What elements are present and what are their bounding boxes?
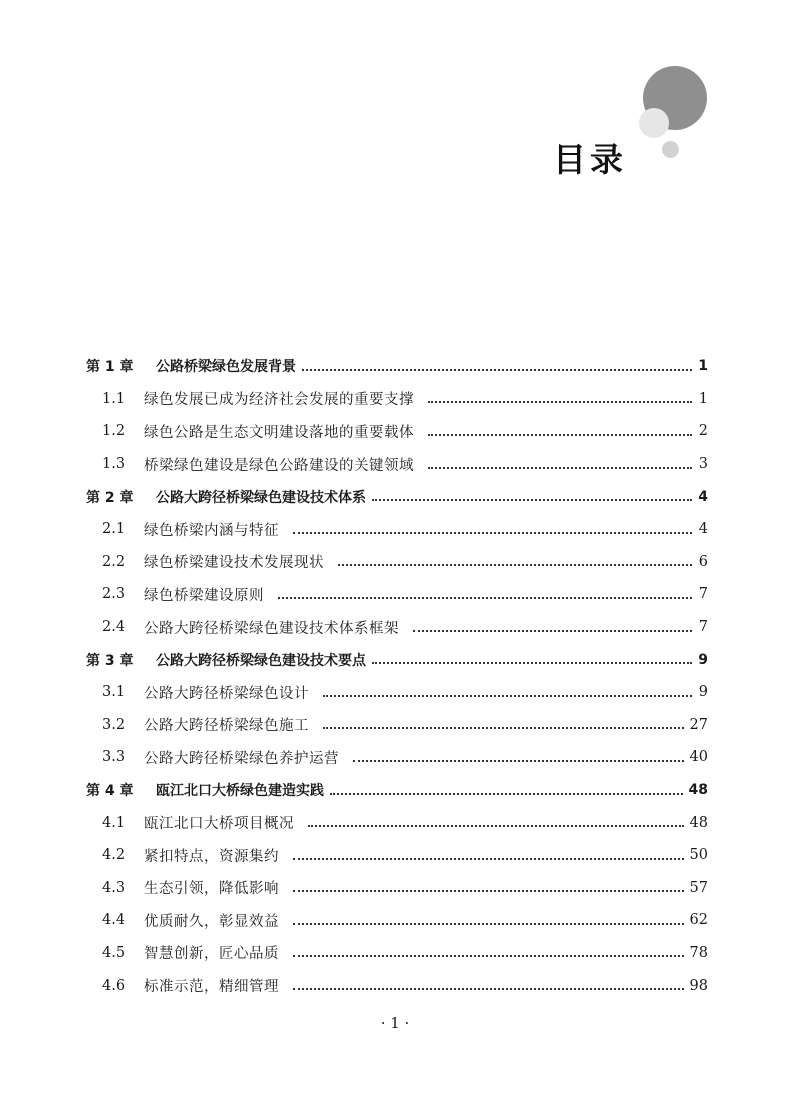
toc-section-entry[interactable] [86, 872, 708, 905]
toc-entry-title: 优质耐久，彰显效益 [144, 913, 279, 930]
page-number: · 1 · [380, 1014, 410, 1032]
toc-entry-number: 1.3 [102, 456, 126, 473]
dot-leader [293, 531, 692, 534]
toc-entry-page: 9 [698, 684, 708, 701]
toc-section-entry[interactable] [86, 448, 708, 481]
toc-entry-title: 绿色桥梁内涵与特征 [144, 522, 279, 539]
toc-entry-title: 公路大跨径桥梁绿色养护运营 [144, 750, 339, 767]
dot-leader [428, 466, 692, 469]
toc-entry-title: 瓯江北口大桥项目概况 [144, 816, 294, 833]
dot-leader [302, 368, 692, 371]
decorative-circle-medium [639, 108, 669, 138]
toc-entry-number: 2.4 [102, 619, 126, 636]
toc-entry-number: 第 2 章 [86, 489, 134, 506]
toc-entry-title: 公路桥梁绿色发展背景 [156, 359, 296, 376]
dot-leader [278, 596, 692, 599]
toc-entry-number: 1.1 [102, 390, 126, 407]
toc-entry-page: 4 [698, 488, 708, 505]
dot-leader [428, 400, 692, 403]
dot-leader [323, 726, 684, 729]
toc-entry-title: 绿色发展已成为经济社会发展的重要支撑 [144, 392, 414, 409]
toc-entry-page: 57 [689, 879, 708, 896]
toc-entry-number: 4.1 [102, 814, 126, 831]
toc-section-entry[interactable] [86, 741, 708, 774]
toc-entry-page: 48 [689, 814, 708, 831]
dot-leader [293, 857, 684, 860]
toc-entry-title: 公路大跨径桥梁绿色施工 [144, 718, 309, 735]
toc-entry-number: 4.5 [102, 944, 126, 961]
toc-entry-page: 2 [698, 423, 708, 440]
toc-section-entry[interactable] [86, 839, 708, 872]
dot-leader [330, 792, 683, 795]
dot-leader [308, 824, 684, 827]
toc-entry-number: 1.2 [102, 423, 126, 440]
toc-section-entry[interactable] [86, 546, 708, 579]
toc-entry-page: 9 [698, 651, 708, 668]
toc-entry-page: 27 [689, 716, 708, 733]
toc-entry-page: 62 [689, 912, 708, 929]
toc-entry-title: 瓯江北口大桥绿色建造实践 [156, 783, 324, 800]
toc-entry-number: 第 3 章 [86, 652, 134, 669]
toc-entry-page: 78 [689, 944, 708, 961]
toc-section-entry[interactable] [86, 806, 708, 839]
toc-entry-title: 绿色公路是生态文明建设落地的重要载体 [144, 424, 414, 441]
dot-leader [293, 954, 684, 957]
toc-entry-title: 智慧创新，匠心品质 [144, 946, 279, 963]
toc-entry-number: 4.3 [102, 879, 126, 896]
toc-entry-page: 1 [698, 390, 708, 407]
toc-entry-number: 3.2 [102, 716, 126, 733]
toc-section-entry[interactable] [86, 513, 708, 546]
dot-leader [293, 987, 684, 990]
toc-entry-title: 公路大跨径桥梁绿色建设技术体系 [156, 489, 366, 506]
toc-entry-page: 50 [689, 847, 708, 864]
toc-entry-number: 2.3 [102, 586, 126, 603]
toc-section-entry[interactable] [86, 937, 708, 970]
toc-entry-title: 绿色桥梁建设技术发展现状 [144, 555, 324, 572]
toc-entry-page: 1 [698, 358, 708, 375]
toc-chapter-entry[interactable] [86, 350, 708, 383]
toc-section-entry[interactable] [86, 383, 708, 416]
toc-entry-page: 40 [689, 749, 708, 766]
toc-entry-number: 4.6 [102, 977, 126, 994]
toc-entry-page: 48 [688, 782, 708, 799]
toc-entry-page: 6 [698, 553, 708, 570]
toc-entry-number: 第 1 章 [86, 359, 134, 376]
dot-leader [428, 433, 692, 436]
toc-entry-page: 3 [698, 456, 708, 473]
toc-entry-number: 3.1 [102, 684, 126, 701]
dot-leader [338, 563, 692, 566]
toc-section-entry[interactable] [86, 578, 708, 611]
toc-entry-title: 公路大跨径桥梁绿色建设技术要点 [156, 652, 366, 669]
page-title: 目录 [553, 140, 627, 179]
dot-leader [372, 661, 692, 664]
toc-section-entry[interactable] [86, 904, 708, 937]
toc-chapter-entry[interactable] [86, 774, 708, 807]
dot-leader [353, 759, 684, 762]
dot-leader [323, 694, 692, 697]
toc-entry-title: 紧扣特点，资源集约 [144, 848, 279, 865]
toc-entry-page: 7 [698, 619, 708, 636]
toc-entry-title: 公路大跨径桥梁绿色建设技术体系框架 [144, 620, 399, 637]
decorative-circle-small [662, 141, 679, 158]
toc-chapter-entry[interactable] [86, 480, 708, 513]
toc-entry-title: 公路大跨径桥梁绿色设计 [144, 685, 309, 702]
toc-entry-title: 绿色桥梁建设原则 [144, 587, 264, 604]
toc-entry-number: 3.3 [102, 749, 126, 766]
dot-leader [293, 922, 684, 925]
toc-section-entry[interactable] [86, 415, 708, 448]
toc-entry-title: 标准示范，精细管理 [144, 979, 279, 996]
dot-leader [413, 629, 692, 632]
toc-entry-number: 2.1 [102, 521, 126, 538]
toc-entry-number: 2.2 [102, 553, 126, 570]
toc-section-entry[interactable] [86, 676, 708, 709]
toc-section-entry[interactable] [86, 709, 708, 742]
toc-entry-number: 4.4 [102, 912, 126, 929]
toc-section-entry[interactable] [86, 969, 708, 1002]
toc-chapter-entry[interactable] [86, 643, 708, 676]
toc-entry-title: 生态引领，降低影响 [144, 881, 279, 898]
toc-entry-page: 4 [698, 521, 708, 538]
toc-entry-number: 4.2 [102, 847, 126, 864]
toc-entry-page: 98 [689, 977, 708, 994]
toc-entry-title: 桥梁绿色建设是绿色公路建设的关键领域 [144, 457, 414, 474]
toc-entry-number: 第 4 章 [86, 783, 134, 800]
toc-section-entry[interactable] [86, 611, 708, 644]
dot-leader [372, 498, 692, 501]
dot-leader [293, 889, 684, 892]
table-of-contents [86, 350, 708, 1002]
toc-entry-page: 7 [698, 586, 708, 603]
